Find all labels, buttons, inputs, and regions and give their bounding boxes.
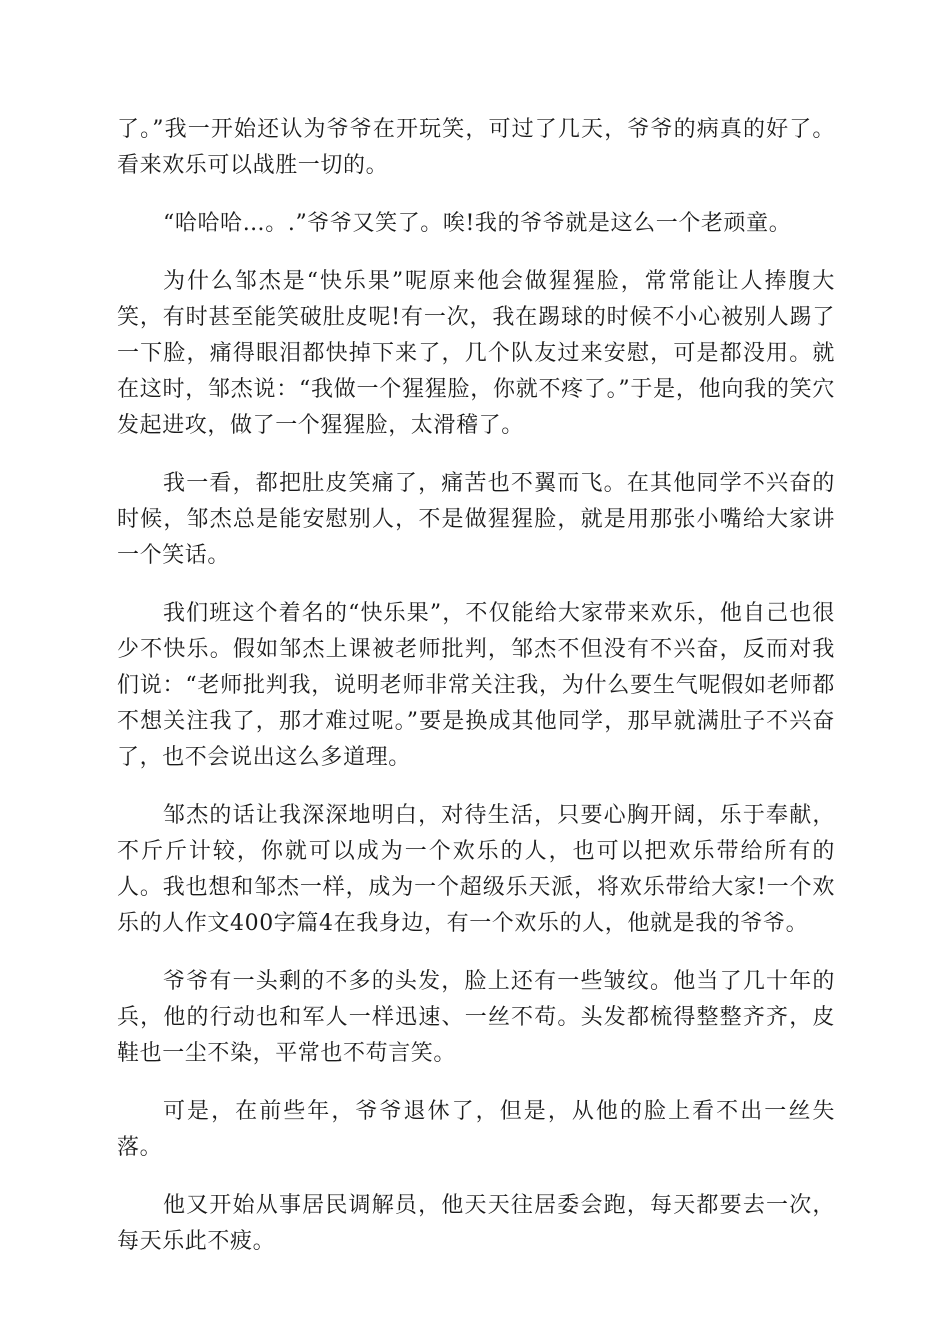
document-body xyxy=(117,112,835,1282)
paragraph: 我们班这个着名的“快乐果”，不仅能给大家带来欢乐，他自己也很少不快乐。假如邹杰上课被老师批判，邹杰不但没有不兴奋，反而对我们说：“老师批判我，说明老师非常关注我，为什么要生气呢假如老师都不想关注我了，那才难过呢。”要是换成其他同学，那早就满肚子不兴奋了，也不会说出这么多道理。 xyxy=(117,601,835,770)
paragraph: 了。”我一开始还认为爷爷在开玩笑，可过了几天，爷爷的病真的好了。看来欢乐可以战胜一切的。 xyxy=(117,117,835,178)
paragraph: 他又开始从事居民调解员，他天天往居委会跑，每天都要去一次，每天乐此不疲。 xyxy=(117,1193,835,1254)
paragraph: 为什么邹杰是“快乐果”呢原来他会做猩猩脸，常常能让人捧腹大笑，有时甚至能笑破肚皮呢!有一次，我在踢球的时候不小心被别人踢了一下脸，痛得眼泪都快掉下来了，几个队友过来安慰，可是都没用。就在这时，邹杰说：“我做一个猩猩脸，你就不疼了。”于是，他向我的笑穴发起进攻，做了一个猩猩脸，太滑稽了。 xyxy=(117,269,835,438)
paragraph: 邹杰的话让我深深地明白，对待生活，只要心胸开阔，乐于奉献，不斤斤计较，你就可以成为一个欢乐的人，也可以把欢乐带给所有的人。我也想和邹杰一样，成为一个超级乐天派，将欢乐带给大家!一个欢乐的人作文400字篇4在我身边，有一个欢乐的人，他就是我的爷爷。 xyxy=(117,803,835,936)
paragraph: 可是，在前些年，爷爷退休了，但是，从他的脸上看不出一丝失落。 xyxy=(117,1099,835,1160)
paragraph: 爷爷有一头剩的不多的头发，脸上还有一些皱纹。他当了几十年的兵，他的行动也和军人一样迅速、一丝不苟。头发都梳得整整齐齐，皮鞋也一尘不染，平常也不苟言笑。 xyxy=(117,969,835,1066)
paragraph: “哈哈哈…。.”爷爷又笑了。唉!我的爷爷就是这么一个老顽童。 xyxy=(163,211,792,236)
paragraph: 我一看，都把肚皮笑痛了，痛苦也不翼而飞。在其他同学不兴奋的时候，邹杰总是能安慰别人，不是做猩猩脸，就是用那张小嘴给大家讲一个笑话。 xyxy=(117,471,835,568)
